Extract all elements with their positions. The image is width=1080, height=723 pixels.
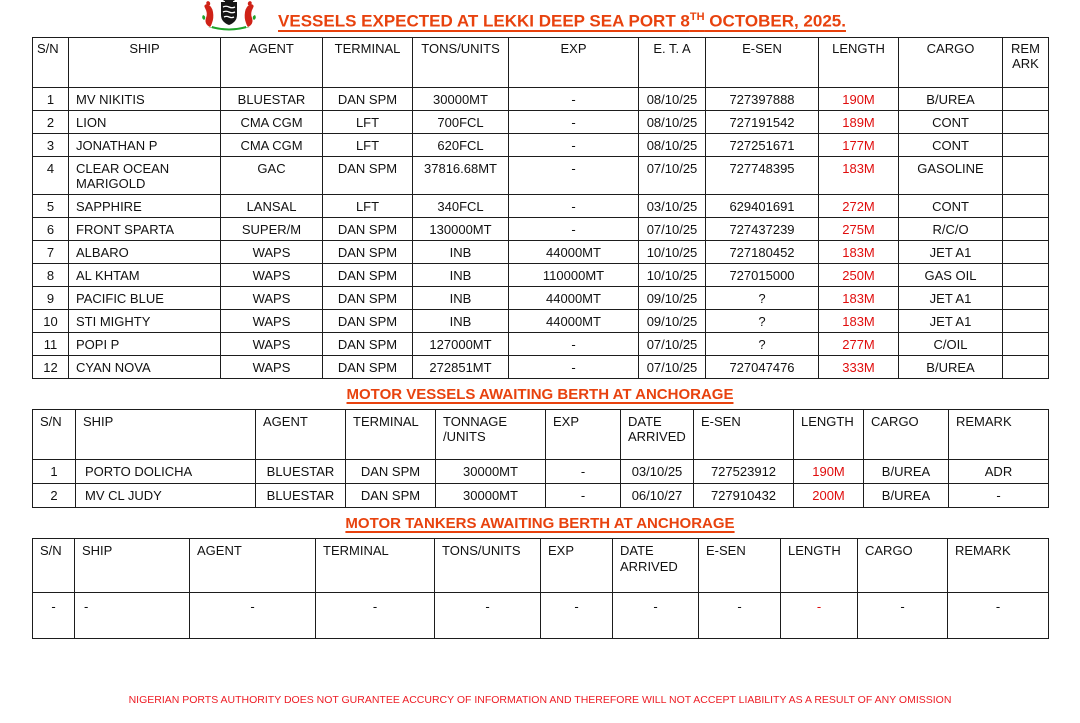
table-cell: B/UREA <box>899 88 1003 111</box>
table-cell: PORTO DOLICHA <box>76 459 256 483</box>
table-cell: JET A1 <box>899 309 1003 332</box>
column-header: LENGTH <box>781 539 858 593</box>
table-cell: 727748395 <box>706 157 819 195</box>
table-cell: INB <box>413 309 509 332</box>
table-cell: WAPS <box>221 286 323 309</box>
table-cell: WAPS <box>221 240 323 263</box>
column-header: SHIP <box>69 38 221 88</box>
table-cell: 130000MT <box>413 217 509 240</box>
npa-logo <box>198 0 260 37</box>
column-header: CARGO <box>858 539 948 593</box>
table-cell: - <box>781 593 858 639</box>
table-row <box>33 332 1049 355</box>
table-cell: 07/10/25 <box>639 332 706 355</box>
column-header: EXP <box>546 409 621 459</box>
table-cell: BLUESTAR <box>221 88 323 111</box>
section-title-motor-tankers: MOTOR TANKERS AWAITING BERTH AT ANCHORAGE <box>345 515 735 533</box>
table-cell: GAC <box>221 157 323 195</box>
table-cell: INB <box>413 240 509 263</box>
column-header: S/N <box>33 539 75 593</box>
table-cell: CLEAR OCEAN MARIGOLD <box>69 157 221 195</box>
table-cell: CYAN NOVA <box>69 355 221 378</box>
table-cell: 07/10/25 <box>639 157 706 195</box>
table-cell: - <box>509 134 639 157</box>
table-cell: 2 <box>33 111 69 134</box>
table-row <box>33 111 1049 134</box>
table-cell: DAN SPM <box>346 459 436 483</box>
table-cell: - <box>546 483 621 507</box>
table-cell: 1 <box>33 459 76 483</box>
motor-vessels-anchorage-table <box>32 409 1049 509</box>
table-cell: FRONT SPARTA <box>69 217 221 240</box>
table-cell: PACIFIC BLUE <box>69 286 221 309</box>
table-cell: - <box>858 593 948 639</box>
column-header: CARGO <box>899 38 1003 88</box>
table-cell <box>1003 217 1049 240</box>
table-cell: LFT <box>323 194 413 217</box>
expected-vessels-table <box>32 37 1049 379</box>
column-header: AGENT <box>221 38 323 88</box>
table-cell: 08/10/25 <box>639 134 706 157</box>
table-cell: B/UREA <box>864 459 949 483</box>
table-cell: DAN SPM <box>346 483 436 507</box>
column-header: LENGTH <box>794 409 864 459</box>
table-cell <box>1003 240 1049 263</box>
table-cell: - <box>509 217 639 240</box>
table-cell: 30000MT <box>436 459 546 483</box>
table-cell: - <box>509 111 639 134</box>
table-row <box>33 194 1049 217</box>
table-cell: - <box>33 593 75 639</box>
table-row <box>33 593 1049 639</box>
table-cell: 44000MT <box>509 309 639 332</box>
table-cell: 6 <box>33 217 69 240</box>
table-cell: - <box>509 194 639 217</box>
column-header: SHIP <box>75 539 190 593</box>
table-cell: 183M <box>819 240 899 263</box>
table-cell <box>1003 157 1049 195</box>
column-header: TONNAGE /UNITS <box>436 409 546 459</box>
column-header: TONS/UNITS <box>435 539 541 593</box>
motor-vessels-header-row <box>33 409 1049 459</box>
column-header: TERMINAL <box>346 409 436 459</box>
column-header: LENGTH <box>819 38 899 88</box>
table-row <box>33 286 1049 309</box>
table-cell: 190M <box>794 459 864 483</box>
table-cell: 190M <box>819 88 899 111</box>
table-row <box>33 88 1049 111</box>
title-text: VESSELS EXPECTED AT LEKKI DEEP SEA PORT 8 <box>278 11 690 31</box>
table-cell: - <box>509 157 639 195</box>
table-cell: - <box>509 332 639 355</box>
table-cell: 44000MT <box>509 240 639 263</box>
table-cell: 272851MT <box>413 355 509 378</box>
table-cell: 110000MT <box>509 263 639 286</box>
table-cell: 727251671 <box>706 134 819 157</box>
document-title <box>278 11 846 32</box>
table-cell: 127000MT <box>413 332 509 355</box>
table-cell <box>1003 286 1049 309</box>
table-cell: 06/10/27 <box>621 483 694 507</box>
table-cell: 8 <box>33 263 69 286</box>
table-cell: 2 <box>33 483 76 507</box>
table-cell: 340FCL <box>413 194 509 217</box>
column-header: E-SEN <box>694 409 794 459</box>
table-cell: - <box>949 483 1049 507</box>
table-cell: - <box>948 593 1049 639</box>
table-cell: ALBARO <box>69 240 221 263</box>
column-header: E. T. A <box>639 38 706 88</box>
table-cell: 277M <box>819 332 899 355</box>
column-header: E-SEN <box>699 539 781 593</box>
table-cell: GAS OIL <box>899 263 1003 286</box>
table-cell: DAN SPM <box>323 240 413 263</box>
table-cell: 03/10/25 <box>639 194 706 217</box>
table-cell: 11 <box>33 332 69 355</box>
table-cell: 09/10/25 <box>639 309 706 332</box>
table-cell: GASOLINE <box>899 157 1003 195</box>
table-cell: BLUESTAR <box>256 483 346 507</box>
table-row <box>33 309 1049 332</box>
table-cell: 10/10/25 <box>639 240 706 263</box>
table-cell <box>1003 355 1049 378</box>
column-header: REMARK <box>1003 38 1049 88</box>
title-superscript: TH <box>689 11 705 23</box>
table-cell: 07/10/25 <box>639 217 706 240</box>
table-cell <box>1003 332 1049 355</box>
table-cell: INB <box>413 263 509 286</box>
table-cell: 183M <box>819 309 899 332</box>
table-cell: 30000MT <box>413 88 509 111</box>
table-cell: 727437239 <box>706 217 819 240</box>
motor-tankers-anchorage-table <box>32 538 1049 639</box>
table-cell: CMA CGM <box>221 111 323 134</box>
motor-tankers-header-row <box>33 539 1049 593</box>
table-cell: DAN SPM <box>323 157 413 195</box>
table-cell: 4 <box>33 157 69 195</box>
table-cell: 09/10/25 <box>639 286 706 309</box>
table-cell: 12 <box>33 355 69 378</box>
table-cell: 1 <box>33 88 69 111</box>
table-cell: CONT <box>899 194 1003 217</box>
table-cell: POPI P <box>69 332 221 355</box>
table-cell: 727910432 <box>694 483 794 507</box>
table-cell: BLUESTAR <box>256 459 346 483</box>
column-header: DATE ARRIVED <box>621 409 694 459</box>
table-cell: STI MIGHTY <box>69 309 221 332</box>
column-header: AGENT <box>190 539 316 593</box>
table-cell: WAPS <box>221 355 323 378</box>
column-header: EXP <box>541 539 613 593</box>
table-cell: DAN SPM <box>323 355 413 378</box>
table-cell: LION <box>69 111 221 134</box>
table-cell: 10 <box>33 309 69 332</box>
table-cell: MV CL JUDY <box>76 483 256 507</box>
table-cell <box>1003 134 1049 157</box>
expected-vessels-header-row <box>33 38 1049 88</box>
table-row <box>33 134 1049 157</box>
column-header: E-SEN <box>706 38 819 88</box>
table-cell: - <box>75 593 190 639</box>
table-cell: 177M <box>819 134 899 157</box>
table-cell <box>1003 309 1049 332</box>
table-cell <box>1003 263 1049 286</box>
table-cell: 37816.68MT <box>413 157 509 195</box>
table-cell: DAN SPM <box>323 88 413 111</box>
table-cell: 189M <box>819 111 899 134</box>
table-cell: CONT <box>899 134 1003 157</box>
table-cell: B/UREA <box>864 483 949 507</box>
section-title-motor-vessels: MOTOR VESSELS AWAITING BERTH AT ANCHORAGE <box>346 385 734 403</box>
table-cell: CONT <box>899 111 1003 134</box>
table-cell: ADR <box>949 459 1049 483</box>
column-header: S/N <box>33 38 69 88</box>
table-cell: 9 <box>33 286 69 309</box>
table-cell: AL KHTAM <box>69 263 221 286</box>
table-cell: CMA CGM <box>221 134 323 157</box>
table-cell: 727047476 <box>706 355 819 378</box>
npa-coat-of-arms-icon <box>198 0 260 32</box>
table-cell: 727191542 <box>706 111 819 134</box>
column-header: TERMINAL <box>316 539 435 593</box>
table-row <box>33 483 1049 507</box>
table-cell: LFT <box>323 134 413 157</box>
table-row <box>33 240 1049 263</box>
table-cell: - <box>613 593 699 639</box>
table-cell: 275M <box>819 217 899 240</box>
table-cell: B/UREA <box>899 355 1003 378</box>
table-cell: 727180452 <box>706 240 819 263</box>
table-cell: MV NIKITIS <box>69 88 221 111</box>
table-row <box>33 459 1049 483</box>
table-cell: 10/10/25 <box>639 263 706 286</box>
table-cell: 7 <box>33 240 69 263</box>
table-cell: 727523912 <box>694 459 794 483</box>
table-cell: 44000MT <box>509 286 639 309</box>
table-cell: DAN SPM <box>323 332 413 355</box>
table-cell: DAN SPM <box>323 309 413 332</box>
column-header: S/N <box>33 409 76 459</box>
table-cell: DAN SPM <box>323 263 413 286</box>
table-row <box>33 355 1049 378</box>
table-cell: 727397888 <box>706 88 819 111</box>
table-row <box>33 157 1049 195</box>
table-row <box>33 217 1049 240</box>
table-cell: - <box>699 593 781 639</box>
table-cell: 250M <box>819 263 899 286</box>
table-cell <box>1003 111 1049 134</box>
table-cell: JONATHAN P <box>69 134 221 157</box>
table-cell: - <box>509 355 639 378</box>
table-cell: 333M <box>819 355 899 378</box>
table-cell: R/C/O <box>899 217 1003 240</box>
table-cell: WAPS <box>221 332 323 355</box>
table-cell: SAPPHIRE <box>69 194 221 217</box>
table-row <box>33 263 1049 286</box>
table-cell: WAPS <box>221 309 323 332</box>
table-cell: 3 <box>33 134 69 157</box>
table-cell: ? <box>706 309 819 332</box>
column-header: TONS/UNITS <box>413 38 509 88</box>
table-cell: WAPS <box>221 263 323 286</box>
table-cell <box>1003 88 1049 111</box>
table-cell: 08/10/25 <box>639 111 706 134</box>
table-cell: - <box>509 88 639 111</box>
table-cell: - <box>316 593 435 639</box>
table-cell: - <box>435 593 541 639</box>
table-cell: - <box>541 593 613 639</box>
table-cell: 08/10/25 <box>639 88 706 111</box>
table-cell: LFT <box>323 111 413 134</box>
table-cell: 183M <box>819 286 899 309</box>
table-cell: 07/10/25 <box>639 355 706 378</box>
column-header: AGENT <box>256 409 346 459</box>
table-cell: SUPER/M <box>221 217 323 240</box>
table-cell: 727015000 <box>706 263 819 286</box>
table-cell: - <box>190 593 316 639</box>
table-cell: INB <box>413 286 509 309</box>
table-cell: ? <box>706 286 819 309</box>
column-header: SHIP <box>76 409 256 459</box>
column-header: DATE ARRIVED <box>613 539 699 593</box>
table-cell: 272M <box>819 194 899 217</box>
table-cell: JET A1 <box>899 240 1003 263</box>
table-cell: 620FCL <box>413 134 509 157</box>
table-cell: 629401691 <box>706 194 819 217</box>
table-cell: 200M <box>794 483 864 507</box>
table-cell <box>1003 194 1049 217</box>
column-header: EXP <box>509 38 639 88</box>
table-cell: DAN SPM <box>323 217 413 240</box>
table-cell: 5 <box>33 194 69 217</box>
table-cell: 700FCL <box>413 111 509 134</box>
table-cell: C/OIL <box>899 332 1003 355</box>
title-text-suffix: OCTOBER, 2025. <box>704 11 846 31</box>
column-header: REMARK <box>949 409 1049 459</box>
table-cell: 03/10/25 <box>621 459 694 483</box>
table-cell: ? <box>706 332 819 355</box>
document-header <box>0 0 1062 37</box>
column-header: REMARK <box>948 539 1049 593</box>
table-cell: 30000MT <box>436 483 546 507</box>
table-cell: JET A1 <box>899 286 1003 309</box>
column-header: CARGO <box>864 409 949 459</box>
table-cell: DAN SPM <box>323 286 413 309</box>
table-cell: - <box>546 459 621 483</box>
table-cell: 183M <box>819 157 899 195</box>
table-cell: LANSAL <box>221 194 323 217</box>
column-header: TERMINAL <box>323 38 413 88</box>
disclaimer-text: NIGERIAN PORTS AUTHORITY DOES NOT GURANTEE ACCURCY OF INFORMATION AND THEREFORE WILL NOT ACCEPT LIABILITY AS A RESULT OF ANY OMISSION <box>128 694 952 706</box>
